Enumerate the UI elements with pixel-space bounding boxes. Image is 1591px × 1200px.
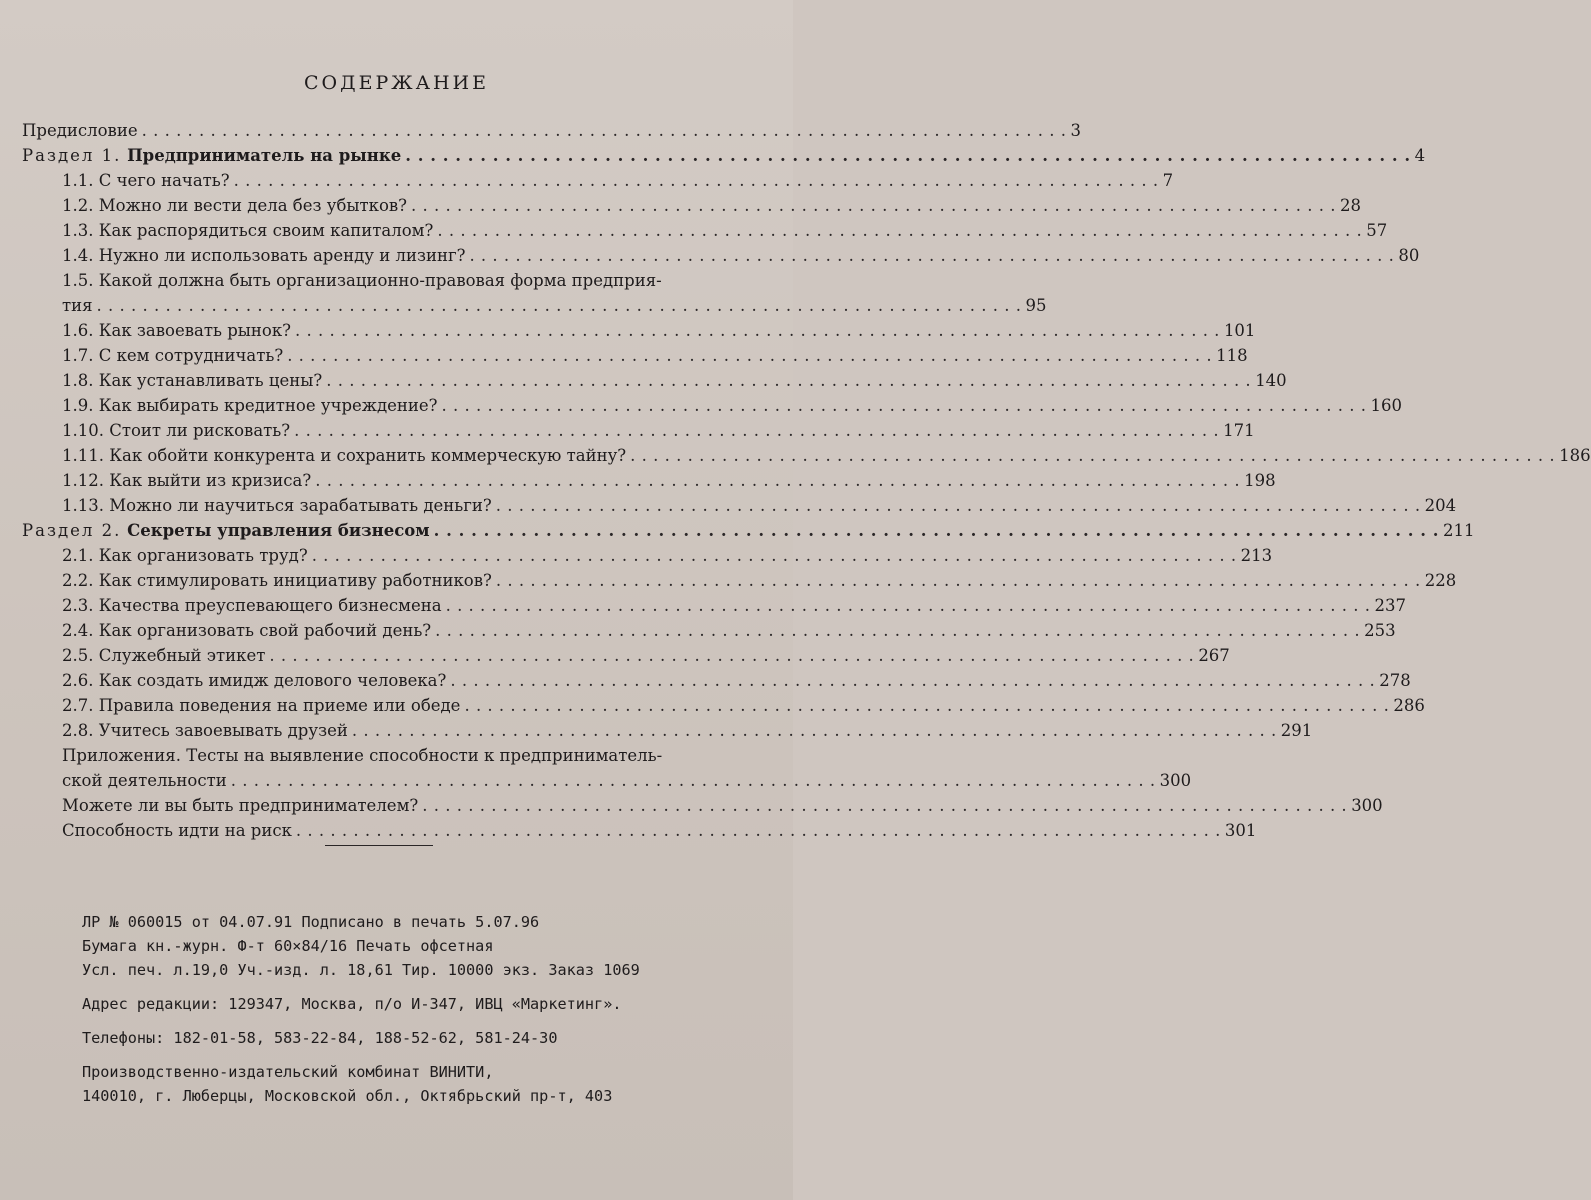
dot-leader [450,668,1375,693]
toc-entry [0,568,1457,593]
section-title: Предприниматель на рынке [127,146,402,165]
toc-entry-label: 1.2. Можно ли вести дела без убытков? [62,196,408,215]
toc-entry-label: 2.6. Как создать имидж делового человека? [62,671,447,690]
dot-leader [469,243,1394,268]
toc-entry-label: ской деятельности [62,771,227,790]
toc-entry-page: 278 [1379,671,1411,690]
dot-leader [295,318,1220,343]
section-title: Секреты управления бизнесом [127,521,430,540]
toc-entry-page: 211 [1443,521,1475,540]
dot-leader [352,718,1277,743]
toc-entry-page: 186 [1559,446,1591,465]
imprint-publisher-address: 140010, г. Люберцы, Московской обл., Октябрьский пр-т, 403 [82,1087,613,1105]
imprint-gap [82,1050,742,1060]
toc-entry-page: 118 [1216,346,1248,365]
toc-entry-label: 1.11. Как обойти конкурента и сохранить коммерческую тайну? [62,446,627,465]
toc-entry [0,543,1273,568]
toc-entry-label: 2.7. Правила поведения на приеме или обеде [62,696,461,715]
dot-leader [496,493,1421,518]
toc-entry-label: 2.8. Учитесь завоевывать друзей [62,721,348,740]
toc-entry [0,693,1425,718]
dot-leader [294,418,1219,443]
toc-entry [0,593,1407,618]
separator-rule [325,845,433,846]
dot-leader [434,518,1439,543]
toc-entry [0,343,1248,368]
section-prefix: Раздел 1. [22,146,122,165]
toc-entry [0,243,1420,268]
toc-entry-page: 213 [1240,546,1273,565]
toc-entry-label: 1.7. С кем сотрудничать? [62,346,284,365]
dot-leader [234,168,1159,193]
toc-entry [0,368,1287,393]
imprint-gap [82,1016,742,1026]
toc-entry [0,443,1591,468]
dot-leader [315,468,1240,493]
toc-entry-label: 1.4. Нужно ли использовать аренду и лизинг? [62,246,466,265]
dot-leader [269,643,1194,668]
toc-entry-label: 2.1. Как организовать труд? [62,546,308,565]
toc-entry-page: 198 [1244,471,1276,490]
dot-leader [296,818,1221,843]
toc-entry-page: 300 [1351,796,1383,815]
toc-entry [0,818,1257,843]
imprint-print-run-line: Усл. печ. л.19,0 Уч.-изд. л. 18,61 Тир. 10000 экз. Заказ 1069 [82,961,640,979]
toc-entry [0,418,1255,443]
toc-entry-page: 95 [1025,296,1047,315]
toc-entry-page: 4 [1414,146,1426,165]
toc-entry [0,768,1192,793]
dot-leader [142,118,1067,143]
imprint-address: Адрес редакции: 129347, Москва, п/о И-347, ИВЦ «Маркетинг». [82,995,622,1013]
toc-entry-label: 1.12. Как выйти из кризиса? [62,471,312,490]
toc-entry-page: 160 [1370,396,1402,415]
toc-entry-page: 80 [1398,246,1420,265]
toc-entry [0,493,1457,518]
toc-entry-page: 204 [1424,496,1457,515]
toc-section-label [22,143,401,168]
toc-entry-page: 3 [1070,121,1082,140]
dot-leader [231,768,1156,793]
dot-leader [442,393,1367,418]
toc-entry-page: 7 [1162,171,1174,190]
dot-leader [312,543,1237,568]
toc-entry [0,293,1047,318]
toc-entry-page: 171 [1223,421,1255,440]
toc-section-label [22,518,430,543]
toc-section [0,143,1426,168]
toc-entry-page: 291 [1280,721,1313,740]
toc-entry [0,468,1276,493]
dot-leader [422,793,1347,818]
toc-entry-label: 2.2. Как стимулировать инициативу работников? [62,571,492,590]
toc-entry-page: 300 [1159,771,1192,790]
toc-entry-label: тия [62,296,93,315]
imprint-publisher: Производственно-издательский комбинат ВИНИТИ, [82,1063,494,1081]
toc-entry-label: 1.3. Как распорядиться своим капиталом? [62,221,434,240]
toc-entry-label: Способность идти на риск [62,821,292,840]
toc-entry-label: 2.4. Как организовать свой рабочий день? [62,621,432,640]
toc-entry-page: 286 [1393,696,1425,715]
toc-entry-wrapped-line: Приложения. Тесты на выявление способности к предприниматель- [62,746,663,765]
toc-entry-page: 101 [1223,321,1256,340]
toc-entry-page: 301 [1224,821,1257,840]
imprint-paper-line: Бумага кн.-журн. Ф-т 60×84/16 Печать офсетная [82,937,494,955]
toc-entry-page: 228 [1424,571,1457,590]
toc-entry-page: 237 [1374,596,1407,615]
toc-entry-label: Можете ли вы быть предпринимателем? [62,796,419,815]
toc-entry [0,718,1313,743]
toc-entry-label: 1.10. Стоит ли рисковать? [62,421,291,440]
dot-leader [437,218,1362,243]
dot-leader [435,618,1360,643]
toc-entry-label: 2.5. Служебный этикет [62,646,266,665]
toc-entry [0,168,1174,193]
dot-leader [405,143,1410,168]
dot-leader [446,593,1371,618]
toc-entry-label: 1.8. Как устанавливать цены? [62,371,323,390]
toc-entry [0,793,1383,818]
toc-entry-label: 1.1. С чего начать? [62,171,230,190]
dot-leader [630,443,1555,468]
dot-leader [496,568,1421,593]
dot-leader [287,343,1212,368]
toc-entry [0,643,1230,668]
toc-entry-page: 140 [1255,371,1287,390]
dot-leader [97,293,1022,318]
toc-entry-page: 28 [1339,196,1361,215]
toc-entry-page: 253 [1364,621,1396,640]
page-title: СОДЕРЖАНИЕ [304,72,489,94]
toc-entry-page: 267 [1198,646,1230,665]
imprint-phones: Телефоны: 182-01-58, 583-22-84, 188-52-62, 581-24-30 [82,1029,558,1047]
imprint-gap [82,982,742,992]
dot-leader [411,193,1336,218]
toc-entry [0,393,1402,418]
section-prefix: Раздел 2. [22,521,122,540]
toc-section [0,518,1475,543]
toc-entry [0,218,1388,243]
table-of-contents [0,118,1591,843]
dot-leader [464,693,1389,718]
toc-entry-wrapped-line: 1.5. Какой должна быть организационно-правовая форма предприя- [62,271,662,290]
dot-leader [326,368,1251,393]
toc-entry [0,318,1256,343]
toc-entry-label: 1.13. Можно ли научиться зарабатывать деньги? [62,496,492,515]
toc-entry [0,668,1411,693]
toc-entry-page: 57 [1366,221,1388,240]
toc-entry-label: 1.6. Как завоевать рынок? [62,321,291,340]
toc-entry-label: 1.9. Как выбирать кредитное учреждение? [62,396,438,415]
imprint-license-line: ЛР № 060015 от 04.07.91 Подписано в печать 5.07.96 [82,913,540,931]
toc-entry [0,193,1361,218]
toc-entry [0,118,1082,143]
toc-entry [0,618,1396,643]
toc-entry-label: Предисловие [22,121,138,140]
toc-entry-label: 2.3. Качества преуспевающего бизнесмена [62,596,442,615]
imprint-block [82,910,742,1108]
